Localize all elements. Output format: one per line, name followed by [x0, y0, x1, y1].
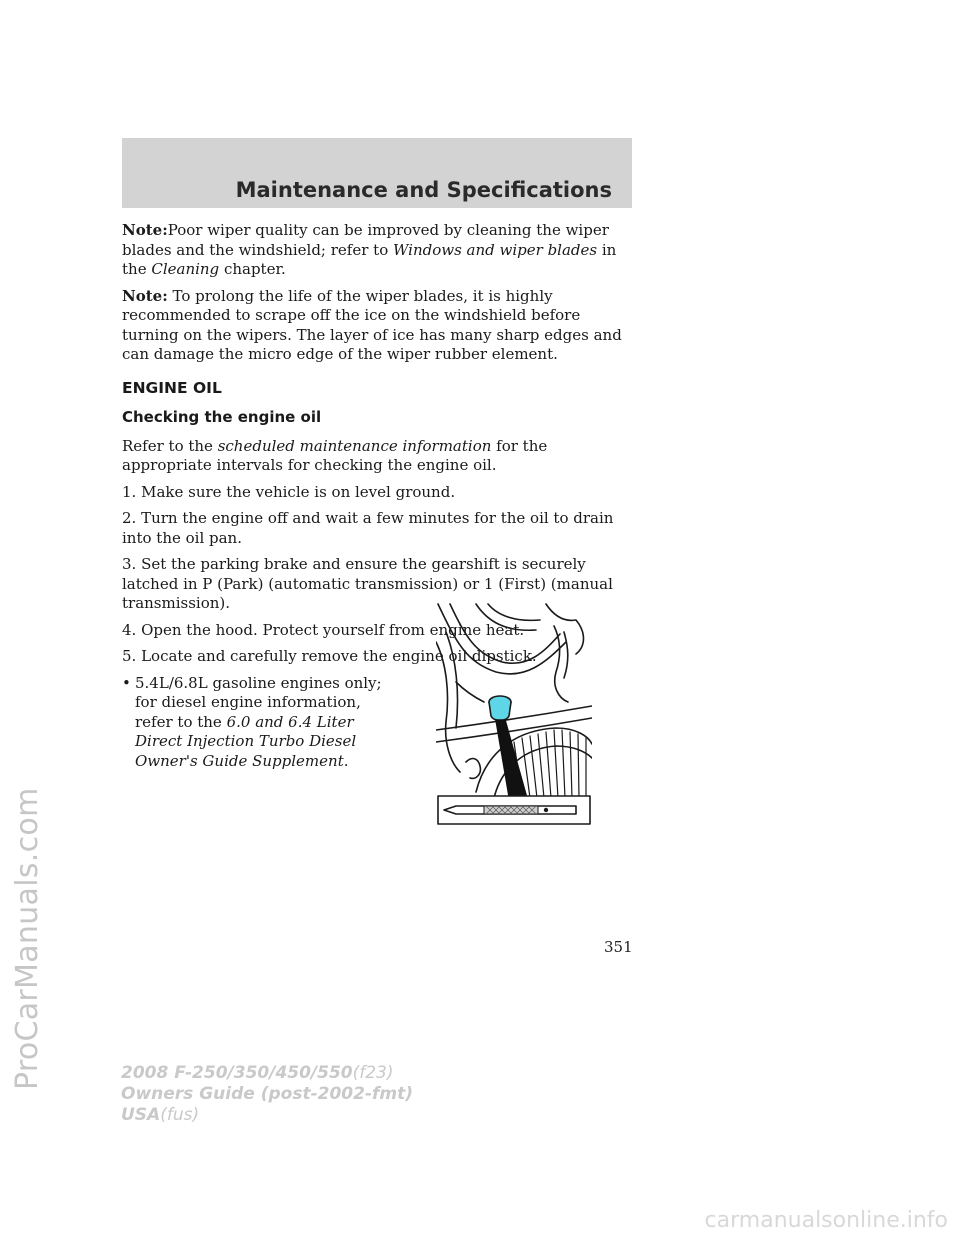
page-number: 351 — [604, 938, 633, 956]
section-heading: ENGINE OIL — [122, 378, 222, 397]
note-wiper-ice — [122, 287, 634, 365]
note-label: Note: — [122, 221, 168, 239]
bullet-text-part: 5.4L/6.8L gasoline engines only; for diesel engine information, refer to the — [135, 673, 382, 731]
footer-line — [121, 1063, 413, 1084]
footer-line — [121, 1105, 413, 1126]
note-wiper-quality — [122, 221, 634, 280]
chapter-title: Maintenance and Specifications — [235, 178, 612, 202]
intro-text: for the appropriate intervals for checking the engine oil. — [122, 436, 548, 474]
footer-region-code: (fus) — [160, 1105, 200, 1125]
document-footer — [121, 1063, 413, 1126]
step-item: 3. Set the parking brake and ensure the gearshift is securely latched in P (Park) (automatic transmission) or 1 (First) (manual transmission). — [122, 555, 613, 612]
bottom-watermark: carmanualsonline.info — [704, 1208, 948, 1233]
intro-paragraph — [122, 437, 634, 476]
note-text: Poor wiper quality can be improved by cleaning the wiper blades and the windshield; refer to — [122, 221, 609, 259]
engine-oil-dipstick-illustration — [436, 602, 592, 826]
bullet-symbol: • — [122, 673, 131, 692]
chapter-reference: Cleaning — [151, 260, 220, 278]
intro-text: Refer to the — [122, 436, 218, 455]
note-label: Note: — [122, 286, 168, 305]
footer-model: 2008 F-250/350/450/550 — [121, 1063, 353, 1083]
step-item: 4. Open the hood. Protect yourself from engine heat. — [122, 620, 525, 639]
step-item: 5. Locate and carefully remove the engine oil dipstick. — [122, 647, 537, 665]
footer-code: (f23) — [352, 1063, 394, 1083]
bullet-item — [122, 674, 397, 772]
step-item: 1. Make sure the vehicle is on level ground. — [122, 482, 456, 501]
note-text: in the — [122, 240, 617, 278]
sub-heading: Checking the engine oil — [122, 408, 322, 426]
supplement-reference: 6.0 and 6.4 Liter Direct Injection Turbo Diesel Owner's Guide Supplement — [135, 712, 357, 770]
side-watermark: ProCarManuals.com — [10, 787, 45, 1090]
footer-line: Owners Guide (post-2002-fmt) — [121, 1084, 414, 1104]
cross-reference: Windows and wiper blades — [393, 240, 598, 259]
note-text: chapter. — [219, 260, 286, 278]
footer-region: USA — [121, 1105, 161, 1125]
bullet-text-part: . — [343, 751, 349, 770]
step-item: 2. Turn the engine off and wait a few minutes for the oil to drain into the oil pan. — [122, 509, 614, 547]
cross-reference: scheduled maintenance information — [217, 436, 492, 455]
note-text: To prolong the life of the wiper blades, it is highly recommended to scrape off the ice on the windshield before turning on the wipers. The layer of ice has many sharp edges and can damage the micro edge of the wiper rubber element. — [122, 286, 622, 363]
bullet-text — [135, 674, 397, 772]
chapter-header-band — [122, 138, 632, 208]
